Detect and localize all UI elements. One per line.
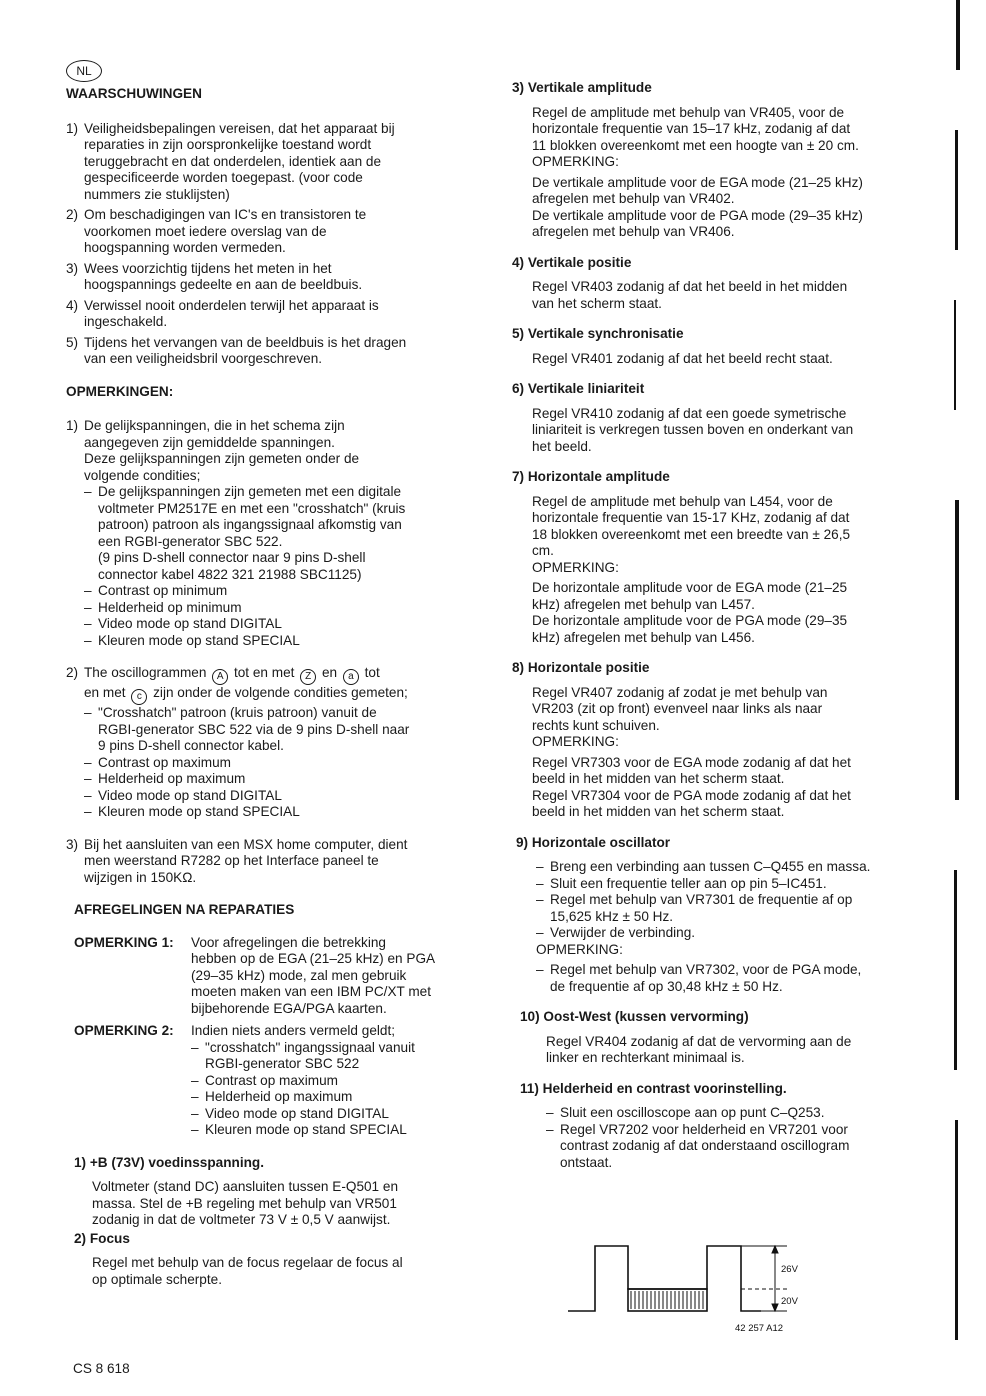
text-line: Regel VR401 zodanig af dat het beeld recht staat.	[532, 350, 833, 366]
dash-item	[546, 1105, 912, 1122]
section-7	[512, 469, 912, 646]
dash-bullet: –	[84, 787, 92, 803]
dash-bullet: –	[546, 1121, 554, 1137]
dash-bullet: –	[536, 925, 544, 940]
voltage-26v-label: 26V	[781, 1264, 798, 1275]
section-7-body	[532, 494, 912, 647]
text-line: horizontale frequentie van 15–17 kHz, zodanig af dat	[532, 121, 851, 136]
dash-item-line: "Crosshatch" patroon (kruis patroon) vanuit de	[98, 705, 377, 720]
dash-item	[84, 804, 481, 821]
warning-line: van een veiligheidsbril voorgeschreven.	[84, 351, 323, 366]
dash-item-line: een RGBI-generator SBC 522.	[98, 533, 283, 549]
dash-item-line: Kleuren mode op stand SPECIAL	[98, 632, 300, 648]
dash-item-line: de frequentie af op 30,48 kHz ± 50 Hz.	[550, 978, 783, 994]
remark-2-text-c: en	[321, 665, 338, 680]
warning-item	[66, 261, 481, 294]
dash-item-line: patroon) patroon als ingangssignaal afkomstig van	[98, 517, 402, 532]
dash-bullet: –	[536, 962, 544, 977]
dash-item-line: RGBI-generator SBC 522 via de 9 pins D-shell naar	[98, 721, 410, 737]
dash-item-line: Video mode op stand DIGITAL	[205, 1105, 389, 1121]
dash-bullet: –	[84, 616, 92, 631]
warning-line: Tijdens het vervangen van de beeldbuis is het dragen	[84, 334, 407, 350]
text-line: Regel VR7304 voor de PGA mode zodanig af dat het	[532, 787, 851, 803]
remark-2-text-f: zijn onder de volgende condities gemeten;	[153, 685, 408, 700]
dash-item	[536, 876, 912, 893]
dash-item-line: Helderheid op maximum	[98, 771, 246, 786]
text-line: Bij het aansluiten van een MSX home computer, dient	[84, 836, 408, 852]
dash-item-line: Video mode op stand DIGITAL	[98, 787, 282, 803]
text-line: De gelijkspanningen, die in het schema zijn	[84, 418, 345, 433]
waveform	[568, 1246, 761, 1311]
dash-bullet: –	[546, 1105, 554, 1120]
note-2	[74, 1023, 481, 1139]
remark-2-text-a: The oscillogrammen	[84, 665, 207, 680]
text-line: Regel VR410 zodanig af dat een goede symetrische	[532, 405, 847, 421]
circle-label-Z: Z	[300, 669, 316, 685]
dash-item	[191, 1040, 415, 1073]
text-line: op optimale scherpte.	[92, 1271, 222, 1287]
note-2-label: OPMERKING 2:	[74, 1023, 174, 1038]
warnings-title: WAARSCHUWINGEN	[66, 86, 202, 101]
note-1-text	[191, 935, 435, 1018]
remarks-title: OPMERKINGEN:	[66, 383, 174, 399]
dash-bullet: –	[536, 859, 544, 874]
text-line: beeld in het midden van het scherm staat.	[532, 804, 785, 819]
remark-2-intro	[84, 665, 481, 705]
text-line: bijbehorende EGA/PGA kaarten.	[191, 1000, 387, 1016]
warnings-list	[66, 121, 481, 368]
section-10	[520, 1009, 912, 1067]
text-line: OPMERKING:	[532, 559, 619, 575]
language-badge	[66, 60, 481, 82]
note-1	[74, 935, 481, 1018]
dash-item	[84, 583, 481, 600]
section-1	[74, 1155, 481, 1229]
dash-item-line: 9 pins D-shell connector kabel.	[98, 738, 284, 753]
voltage-20v-label: 20V	[781, 1296, 798, 1307]
circle-label-a: a	[343, 669, 359, 685]
section-3	[512, 80, 912, 241]
footer-code: CS 8 618	[73, 1361, 130, 1376]
section-8-title: 8) Horizontale positie	[512, 660, 650, 675]
text-line: wijzigen in 150KΩ.	[84, 869, 197, 885]
dash-bullet: –	[191, 1039, 199, 1055]
dash-item	[536, 962, 912, 995]
dash-item	[84, 705, 481, 755]
circle-label-c: c	[131, 689, 147, 705]
dash-item-line: (9 pins D-shell connector naar 9 pins D-shell	[98, 550, 366, 565]
arrow-up	[772, 1246, 778, 1253]
text-line: linker en rechterkant minimaal is.	[546, 1050, 745, 1065]
dash-bullet: –	[536, 875, 544, 891]
dash-item	[191, 1106, 415, 1123]
dash-item-line: Contrast op minimum	[98, 583, 228, 598]
text-line: Voltmeter (stand DC) aansluiten tussen E-Q501 en	[92, 1179, 399, 1194]
text-line: Regel VR404 zodanig af dat de vervorming aan de	[546, 1033, 852, 1049]
left-column	[66, 60, 481, 1288]
text-line: Regel de amplitude met behulp van L454, voor de	[532, 493, 833, 509]
dash-item	[84, 755, 481, 772]
oscillogram-figure	[565, 1238, 805, 1338]
dash-bullet: –	[536, 892, 544, 907]
dash-item-line: "crosshatch" ingangssignaal vanuit	[205, 1039, 415, 1055]
section-9-steps	[536, 859, 912, 942]
warning-number: 4)	[66, 297, 79, 313]
warning-number: 3)	[66, 260, 79, 276]
section-9-remark-steps	[536, 962, 912, 995]
warning-line: voorkomen moet iedere overslag van de	[84, 223, 327, 239]
dash-bullet: –	[191, 1072, 199, 1088]
section-2-title: 2) Focus	[74, 1230, 130, 1246]
dash-item-line: 15,625 kHz ± 50 Hz.	[550, 908, 674, 924]
scan-edge-mark	[954, 300, 956, 410]
warning-line: reparaties in zijn oorspronkelijke toestand wordt	[84, 137, 372, 152]
remark-2-number: 2)	[66, 665, 79, 680]
warning-item	[66, 207, 481, 257]
warning-line: Om beschadigingen van IC's en transistoren te	[84, 207, 367, 222]
warning-line: Verwissel nooit onderdelen terwijl het apparaat is	[84, 297, 379, 313]
warning-line: hoogspannings gedeelte en aan de beeldbuis.	[84, 277, 363, 292]
section-11-steps	[546, 1105, 912, 1171]
warning-line: hoogspanning worden vermeden.	[84, 240, 286, 255]
text-line: De horizontale amplitude voor de EGA mode (21–25	[532, 580, 848, 595]
text-line: rechts kunt schuiven.	[532, 717, 660, 733]
section-4	[512, 255, 912, 313]
dash-bullet: –	[84, 705, 92, 720]
section-4-title: 4) Vertikale positie	[512, 254, 632, 270]
remark-1	[66, 418, 481, 649]
text-line: OPMERKING:	[532, 154, 619, 169]
dash-item	[546, 1122, 912, 1172]
text-line: De horizontale amplitude voor de PGA mode (29–35	[532, 613, 848, 628]
warning-number: 5)	[66, 334, 79, 350]
remark-2-text-d: tot	[364, 665, 380, 680]
text-line: aangegeven zijn gemiddelde spanningen.	[84, 434, 335, 450]
dash-bullet: –	[84, 484, 92, 499]
warning-item	[66, 298, 481, 331]
dash-item-line: Kleuren mode op stand SPECIAL	[205, 1122, 407, 1137]
dash-item	[84, 633, 481, 650]
remark-3-text	[84, 837, 481, 887]
section-8	[512, 660, 912, 821]
scan-edge-mark	[955, 130, 958, 250]
section-11	[520, 1081, 912, 1172]
dash-item-line: Video mode op stand DIGITAL	[98, 616, 282, 631]
dash-item-line: Regel met behulp van VR7301 de frequentie af op	[550, 892, 853, 907]
dash-item-line: Regel met behulp van VR7302, voor de PGA mode,	[550, 962, 862, 977]
text-line: men weerstand R7282 op het Interface paneel te	[84, 853, 379, 868]
section-11-title: 11) Helderheid en contrast voorinstelling.	[520, 1080, 787, 1096]
warning-item	[66, 121, 481, 204]
remark-1-number: 1)	[66, 418, 79, 433]
text-line: (29–35 kHz) mode, zal men gebruik	[191, 967, 407, 983]
text-line: liniariteit is verkregen tussen boven en onderkant van	[532, 422, 854, 437]
section-9-remark-label: OPMERKING:	[536, 941, 623, 957]
section-1-title: 1) +B (73V) voedinsspanning.	[74, 1154, 264, 1170]
dash-item-line: De gelijkspanningen zijn gemeten met een digitale	[98, 484, 402, 499]
text-line: horizontale frequentie van 15-17 KHz, zodanig af dat	[532, 510, 850, 525]
warning-item	[66, 335, 481, 368]
dash-item	[191, 1073, 415, 1090]
dash-item	[84, 484, 481, 583]
right-column	[512, 80, 912, 1171]
text-line: moeten maken van een IBM PC/XT met	[191, 984, 432, 999]
figure-reference: 42 257 A12	[735, 1323, 784, 1334]
text-line: cm.	[532, 543, 554, 558]
section-1-text	[92, 1179, 481, 1229]
dash-bullet: –	[84, 583, 92, 598]
arrow-down	[772, 1304, 778, 1311]
section-8-text	[532, 685, 912, 751]
dash-item	[536, 859, 912, 876]
warning-line: teruggebracht en dat onderdelen, identiek aan de	[84, 153, 382, 169]
section-3-title: 3) Vertikale amplitude	[512, 80, 652, 95]
dash-bullet: –	[191, 1105, 199, 1121]
warning-line: nummers zie stuklijsten)	[84, 186, 230, 202]
section-6	[512, 381, 912, 455]
section-2-text	[92, 1255, 481, 1288]
text-line: kHz) afregelen met behulp van L457.	[532, 596, 755, 612]
warning-line: ingeschakeld.	[84, 314, 168, 329]
text-line: afregelen met behulp van VR406.	[532, 224, 735, 239]
text-line: Voor afregelingen die betrekking	[191, 934, 386, 950]
section-7-title: 7) Horizontale amplitude	[512, 469, 670, 484]
section-3-remark	[532, 175, 912, 241]
dash-item-line: Kleuren mode op stand SPECIAL	[98, 804, 300, 819]
warning-number: 1)	[66, 120, 79, 136]
note-2-conditions	[191, 1040, 415, 1139]
dash-item-line: Sluit een oscilloscope aan op punt C–Q253.	[560, 1105, 825, 1120]
text-line: De vertikale amplitude voor de PGA mode (29–35 kHz)	[532, 207, 863, 223]
text-line: het beeld.	[532, 438, 592, 454]
section-5	[512, 326, 912, 367]
section-9-body	[536, 859, 912, 995]
section-6-title: 6) Vertikale liniariteit	[512, 381, 645, 396]
text-line: volgende condities;	[84, 467, 201, 483]
section-9-title: 9) Horizontale oscillator	[516, 834, 671, 850]
dash-item	[84, 600, 481, 617]
circle-label-A: A	[212, 669, 228, 685]
text-line: Regel VR407 zodanig af zodat je met behulp van	[532, 684, 828, 700]
remark-3-number: 3)	[66, 836, 79, 852]
text-line: afregelen met behulp van VR402.	[532, 191, 735, 206]
section-9	[516, 835, 912, 996]
dash-item-line: Helderheid op minimum	[98, 599, 242, 615]
dash-item-line: Helderheid op maximum	[205, 1089, 353, 1104]
dash-item-line: Contrast op maximum	[205, 1072, 338, 1088]
dash-item-line: Breng een verbinding aan tussen C–Q455 en massa.	[550, 859, 871, 874]
section-5-text	[532, 351, 912, 368]
text-line: VR203 (zit op front) evenveel naar links als naar	[532, 701, 823, 716]
text-line: 11 blokken overeenkomt met een hoogte van ± 20 cm.	[532, 137, 859, 153]
text-line: Regel met behulp van de focus regelaar de focus al	[92, 1255, 403, 1270]
remark-2	[66, 665, 481, 821]
dash-item-line: voltmeter PM2517E en met een "crosshatch" (kruis	[98, 500, 406, 516]
text-line: De vertikale amplitude voor de EGA mode (21–25 kHz)	[532, 174, 863, 190]
remark-2-text-b: tot en met	[233, 665, 295, 680]
text-line: kHz) afregelen met behulp van L456.	[532, 629, 755, 645]
dash-item	[536, 892, 912, 925]
remark-2-text-e: en met	[84, 685, 126, 700]
warning-line: Veiligheidsbepalingen vereisen, dat het apparaat bij	[84, 120, 395, 136]
dash-item	[191, 1089, 415, 1106]
dash-bullet: –	[84, 804, 92, 819]
section-7-remark	[532, 580, 912, 646]
text-line: Regel de amplitude met behulp van VR405, voor de	[532, 104, 845, 120]
section-8-body	[532, 685, 912, 821]
text-line: 18 blokken overeenkomt met een breedte van ± 26,5	[532, 526, 851, 542]
dash-bullet: –	[191, 1089, 199, 1104]
text-line: van het scherm staat.	[532, 295, 662, 311]
warning-line: gespecificeerde worden toegepast. (voor code	[84, 170, 363, 185]
section-5-title: 5) Vertikale synchronisatie	[512, 326, 684, 341]
dash-bullet: –	[84, 754, 92, 770]
text-line: hebben op de EGA (21–25 kHz) en PGA	[191, 951, 436, 966]
dash-item	[536, 925, 912, 942]
note-2-first: Indien niets anders vermeld geldt;	[191, 1023, 396, 1038]
dash-bullet: –	[84, 632, 92, 648]
dash-item	[84, 616, 481, 633]
section-3-body	[532, 105, 912, 241]
text-line: Regel VR7303 voor de EGA mode zodanig af dat het	[532, 754, 851, 770]
remark-1-text	[84, 418, 481, 484]
section-7-text	[532, 494, 912, 577]
section-4-text	[532, 279, 912, 312]
section-3-text	[532, 105, 912, 171]
dash-item-line: connector kabel 4822 321 21988 SBC1125)	[98, 566, 362, 582]
scan-edge-mark	[955, 500, 959, 800]
dash-item-line: Verwijder de verbinding.	[550, 925, 696, 940]
dash-bullet: –	[84, 771, 92, 786]
nl-badge: NL	[66, 60, 102, 82]
section-8-remark	[532, 755, 912, 821]
scan-edge-mark	[956, 0, 960, 70]
scan-edge-mark	[954, 870, 957, 1070]
dash-item-line: ontstaat.	[560, 1154, 613, 1170]
text-line: massa. Stel de +B regeling met behulp van VR501	[92, 1195, 397, 1211]
text-line: OPMERKING:	[532, 734, 619, 749]
dash-item	[191, 1122, 415, 1139]
scan-edge-mark	[955, 1120, 958, 1340]
waveform-line	[568, 1246, 761, 1311]
text-line: Regel VR403 zodanig af dat het beeld in het midden	[532, 279, 848, 294]
adjustments-title: AFREGELINGEN NA REPARATIES	[74, 902, 295, 917]
section-10-title: 10) Oost-West (kussen vervorming)	[520, 1009, 749, 1024]
text-line: zodanig in dat de voltmeter 73 V ± 0,5 V aanwijst.	[92, 1212, 391, 1227]
text-line: Deze gelijkspanningen zijn gemeten onder de	[84, 451, 360, 466]
warning-number: 2)	[66, 207, 79, 222]
dash-item-line: Contrast op maximum	[98, 754, 231, 770]
remark-2-conditions	[84, 705, 481, 821]
dash-item-line: Regel VR7202 voor helderheid en VR7201 voor	[560, 1121, 848, 1137]
section-2	[74, 1231, 481, 1289]
remark-1-conditions	[84, 484, 481, 649]
dash-item-line: Sluit een frequentie teller aan op pin 5–IC451.	[550, 875, 827, 891]
dash-item-line: contrast zodanig af dat onderstaand oscillogram	[560, 1138, 850, 1153]
section-6-text	[532, 406, 912, 456]
section-10-text	[546, 1034, 912, 1067]
warning-line: Wees voorzichtig tijdens het meten in het	[84, 260, 332, 276]
remark-3	[66, 837, 481, 887]
dash-bullet: –	[191, 1122, 199, 1137]
note-1-label: OPMERKING 1:	[74, 934, 174, 950]
dash-item	[84, 788, 481, 805]
text-line: beeld in het midden van het scherm staat.	[532, 771, 785, 786]
dash-item-line: RGBI-generator SBC 522	[205, 1056, 360, 1071]
dash-item	[84, 771, 481, 788]
waveform-hatch	[631, 1291, 703, 1309]
dash-bullet: –	[84, 599, 92, 615]
